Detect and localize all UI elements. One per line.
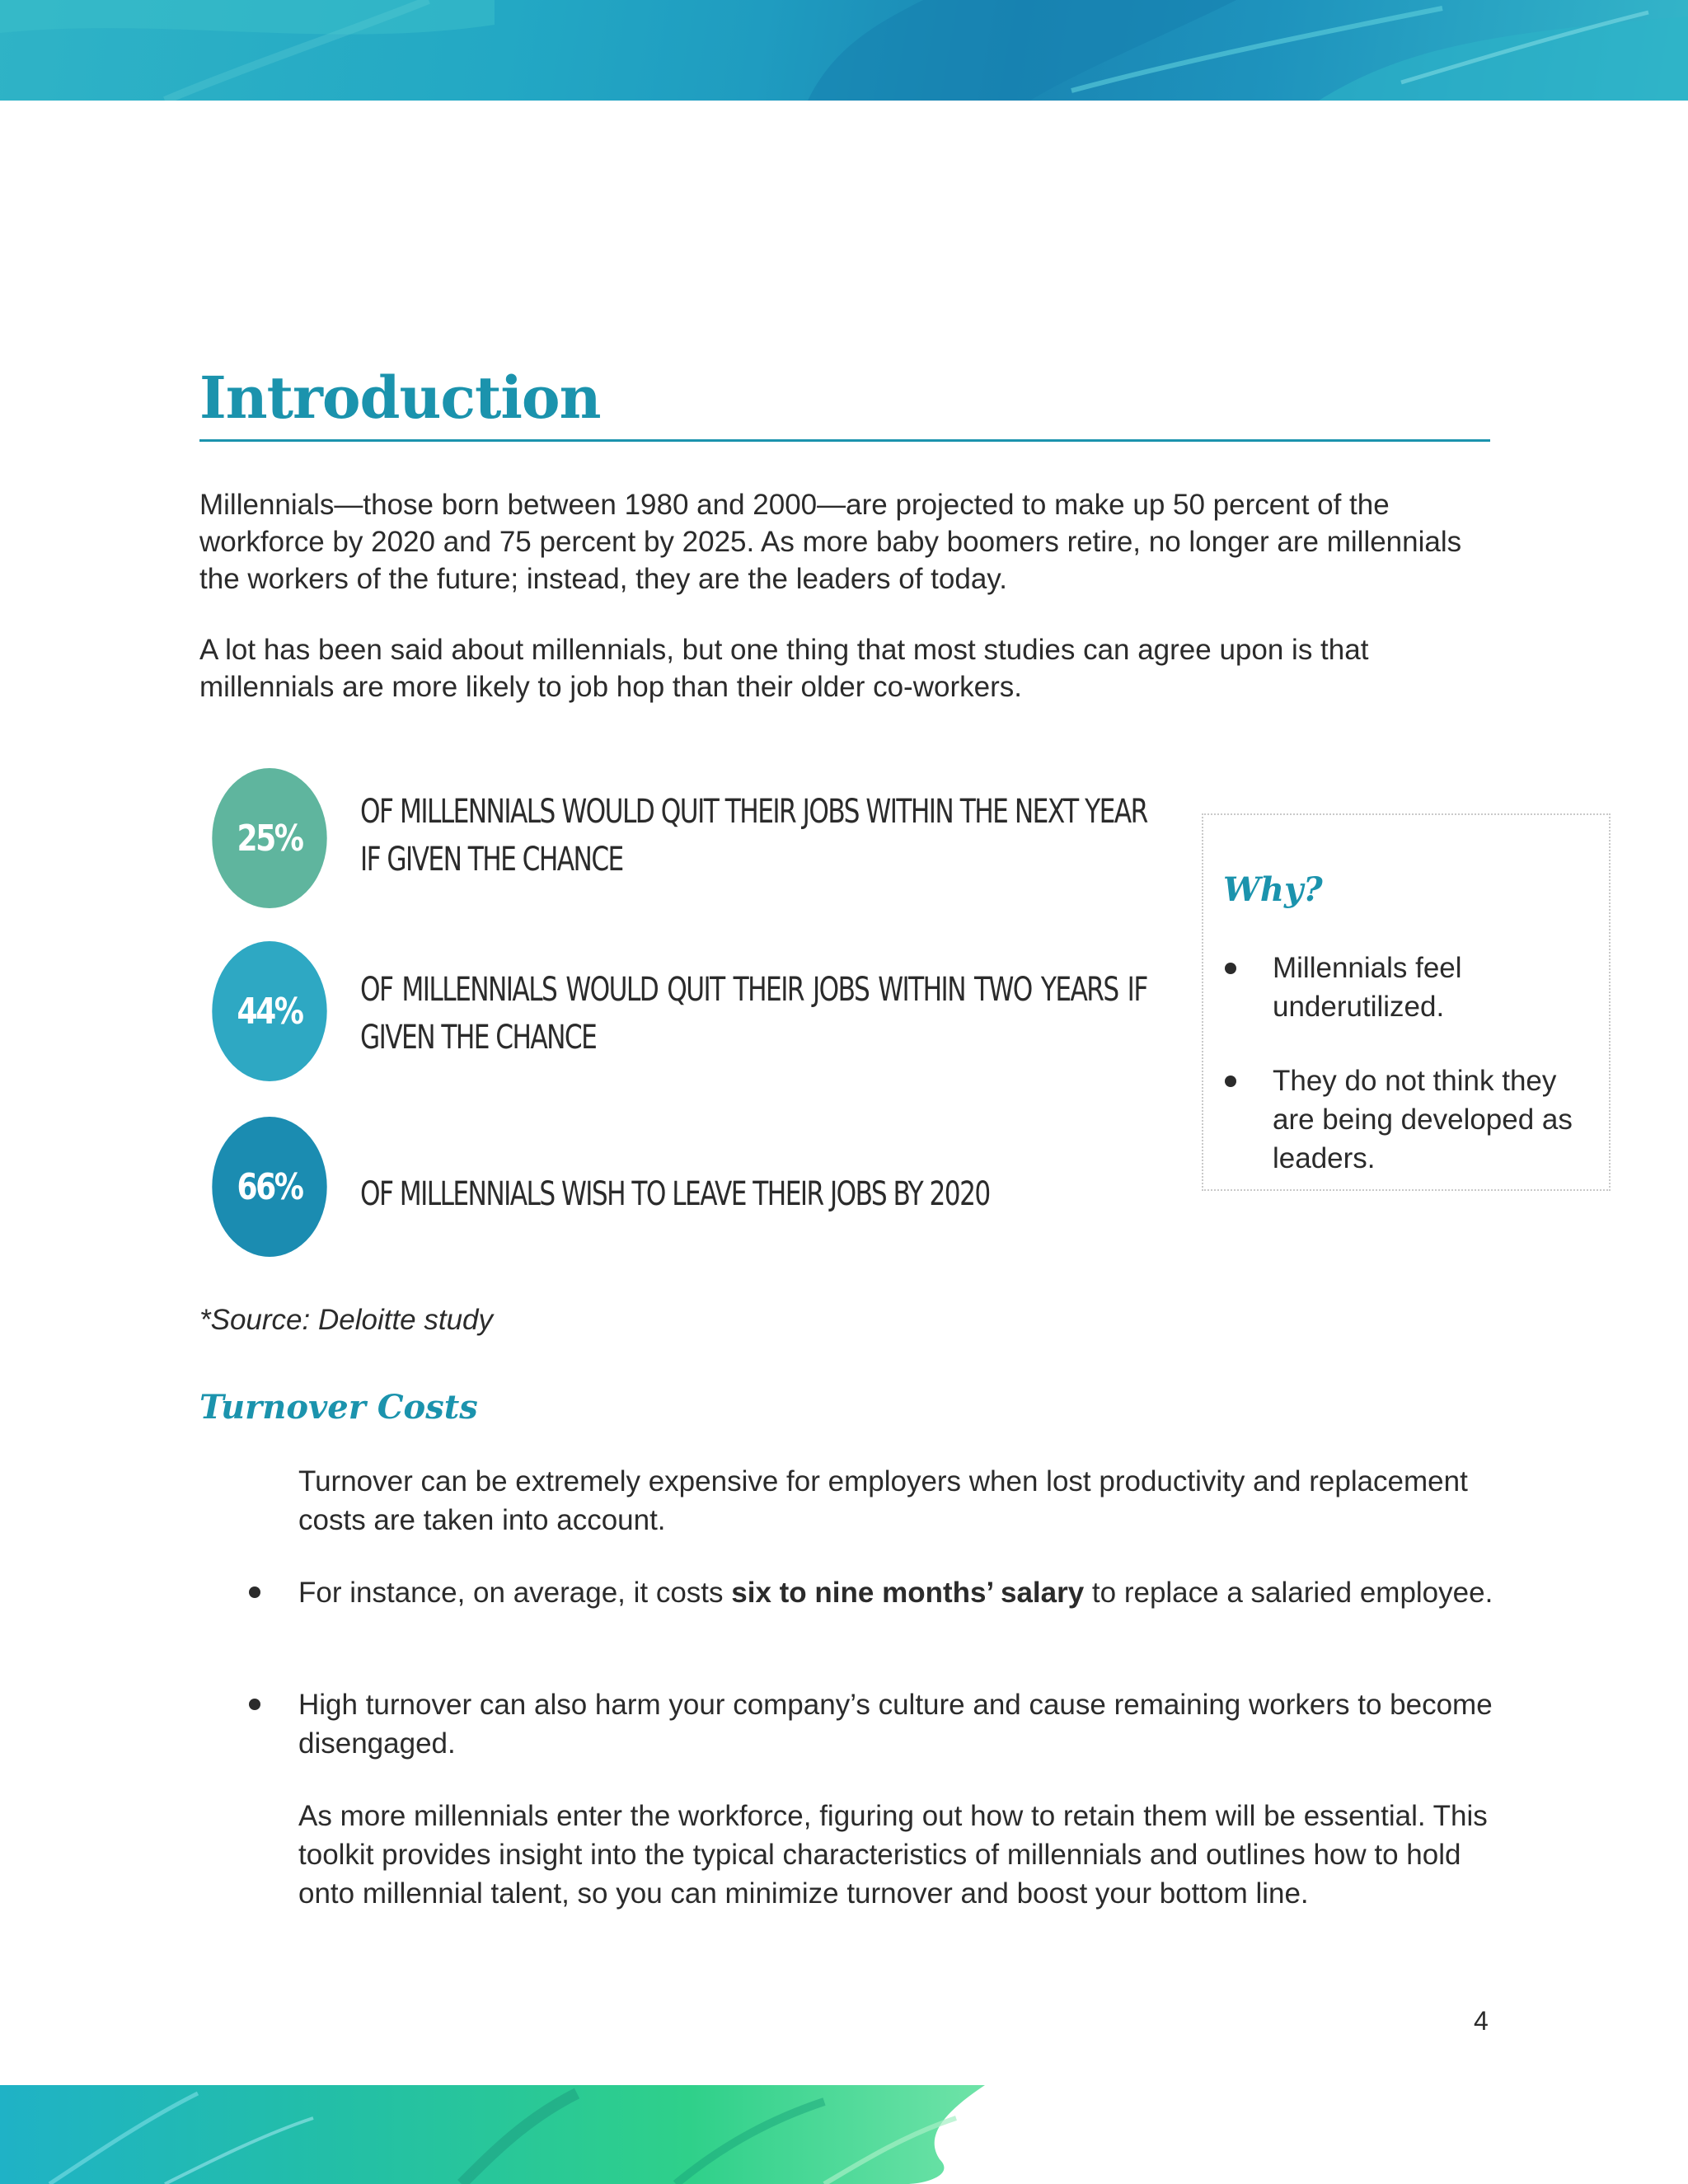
stat-text-25: OF MILLENNIALS WOULD QUIT THEIR JOBS WITHIN THE NEXT YEAR IF GIVEN THE CHANCE	[360, 793, 1147, 879]
page-title: Introduction	[199, 363, 601, 432]
turnover-intro: Turnover can be extremely expensive for employers when lost productivity and replacement costs are taken into account.	[298, 1465, 1468, 1536]
bullet-dot	[249, 1586, 260, 1598]
bullet-dot	[249, 1699, 260, 1710]
page-number: 4	[1474, 2006, 1489, 2036]
source-note: *Source: Deloitte study	[199, 1304, 494, 1336]
stat-text-66: OF MILLENNIALS WISH TO LEAVE THEIR JOBS BY 2020	[360, 1175, 990, 1213]
bullet1-bold-text: six to nine months’ salary	[731, 1577, 1085, 1609]
bullet-dot	[1225, 1076, 1236, 1087]
stat-text-44: OF MILLENNIALS WOULD QUIT THEIR JOBS WITHIN TWO YEARS IF GIVEN THE CHANCE	[360, 971, 1147, 1057]
turnover-heading: Turnover Costs	[199, 1388, 478, 1427]
bullet1-text-before: For instance, on average, it costs	[298, 1577, 732, 1609]
bottom-decorative-band	[0, 2085, 1688, 2184]
why-item-1: Millennials feel underutilized.	[1273, 952, 1462, 1023]
title-underline	[199, 439, 1490, 442]
stat-circle-66: 66%	[212, 1117, 326, 1257]
top-decorative-band	[0, 0, 1688, 101]
why-heading: Why?	[1223, 870, 1323, 909]
bullet1-text-after: to replace a salaried employee.	[1084, 1577, 1493, 1609]
turnover-bullet-2: High turnover can also harm your company’s culture and cause remaining workers to become disengaged.	[298, 1689, 1493, 1760]
stat-circle-44: 44%	[212, 941, 326, 1081]
intro-paragraph-1: Millennials—those born between 1980 and 2000—are projected to make up 50 percent of the workforce by 2020 and 75 percent by 2025. As more baby boomers retire, no longer are millennials the workers of the future; instead, they are the leaders of today.	[199, 489, 1462, 595]
bullet-dot	[1225, 963, 1236, 974]
stat-circle-25: 25%	[212, 768, 326, 908]
intro-paragraph-2: A lot has been said about millennials, but one thing that most studies can agree upon is that millennials are more likely to job hop than their older co-workers.	[199, 634, 1369, 703]
turnover-bullet-1	[298, 1573, 1502, 1612]
top-brush-texture	[0, 0, 1688, 101]
why-item-2: They do not think they are being developed as leaders.	[1273, 1065, 1573, 1174]
turnover-closing: As more millennials enter the workforce, figuring out how to retain them will be essential. This toolkit provides insight into the typical characteristics of millennials and outlines how to hold onto millennial talent, so you can minimize turnover and boost your bottom line.	[298, 1800, 1488, 1910]
bottom-brush-texture	[0, 2085, 1688, 2184]
